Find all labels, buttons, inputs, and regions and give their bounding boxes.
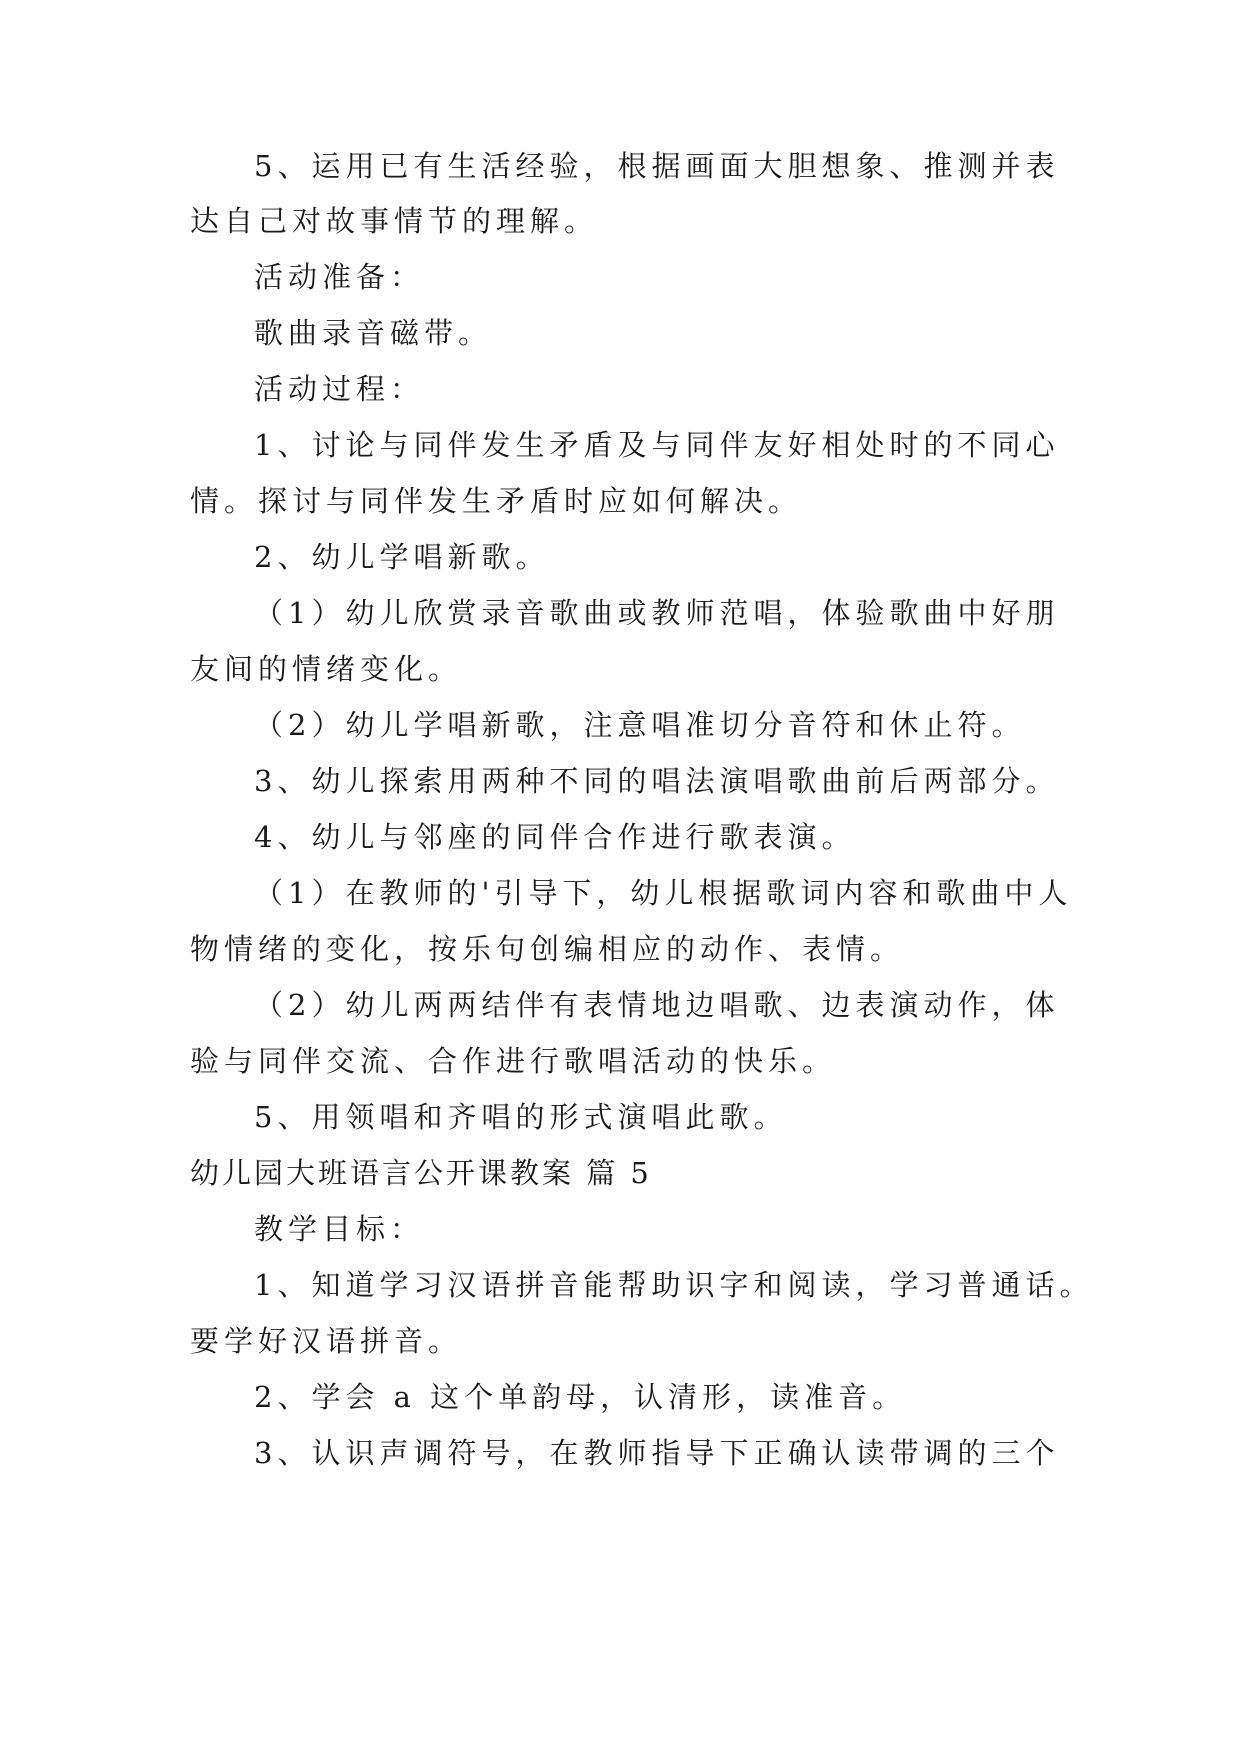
paragraph-line: 达自己对故事情节的理解。: [190, 204, 599, 238]
paragraph-line: （2）幼儿学唱新歌，注意唱准切分音符和休止符。: [254, 708, 1026, 742]
paragraph-line: 要学好汉语拼音。: [190, 1324, 463, 1358]
paragraph-line: 友间的情绪变化。: [190, 652, 463, 686]
paragraph-line: （2）幼儿两两结伴有表情地边唱歌、边表演动作，体: [254, 988, 1060, 1022]
paragraph-line: 情。探讨与同伴发生矛盾时应如何解决。: [190, 484, 803, 518]
paragraph-line: 5、用领唱和齐唱的形式演唱此歌。: [254, 1100, 788, 1134]
section-heading: 活动准备：: [254, 260, 425, 294]
paragraph-line: 验与同伴交流、合作进行歌唱活动的快乐。: [190, 1044, 837, 1078]
paragraph-line: 2、幼儿学唱新歌。: [254, 540, 550, 574]
article-title: 幼儿园大班语言公开课教案 篇 5: [190, 1156, 652, 1190]
paragraph-line: 3、幼儿探索用两种不同的唱法演唱歌曲前后两部分。: [254, 764, 1060, 798]
paragraph-line: 3、认识声调符号，在教师指导下正确认读带调的三个: [254, 1436, 1060, 1470]
paragraph-line: 歌曲录音磁带。: [254, 316, 493, 350]
paragraph-line: 1、讨论与同伴发生矛盾及与同伴友好相处时的不同心: [254, 428, 1060, 462]
paragraph-line: （1）幼儿欣赏录音歌曲或教师范唱，体验歌曲中好朋: [254, 596, 1060, 630]
paragraph-line: 2、学会 a 这个单韵母，认清形，读准音。: [254, 1380, 907, 1414]
section-heading: 教学目标：: [254, 1212, 425, 1246]
paragraph-line: 物情绪的变化，按乐句创编相应的动作、表情。: [190, 932, 905, 966]
paragraph-line: 1、知道学习汉语拼音能帮助识字和阅读，学习普通话。: [254, 1268, 1094, 1302]
section-heading: 活动过程：: [254, 372, 425, 406]
paragraph-line: 5、运用已有生活经验，根据画面大胆想象、推测并表: [254, 149, 1060, 183]
paragraph-line: （1）在教师的'引导下，幼儿根据歌词内容和歌曲中人: [254, 876, 1073, 910]
paragraph-line: 4、幼儿与邻座的同伴合作进行歌表演。: [254, 820, 856, 854]
